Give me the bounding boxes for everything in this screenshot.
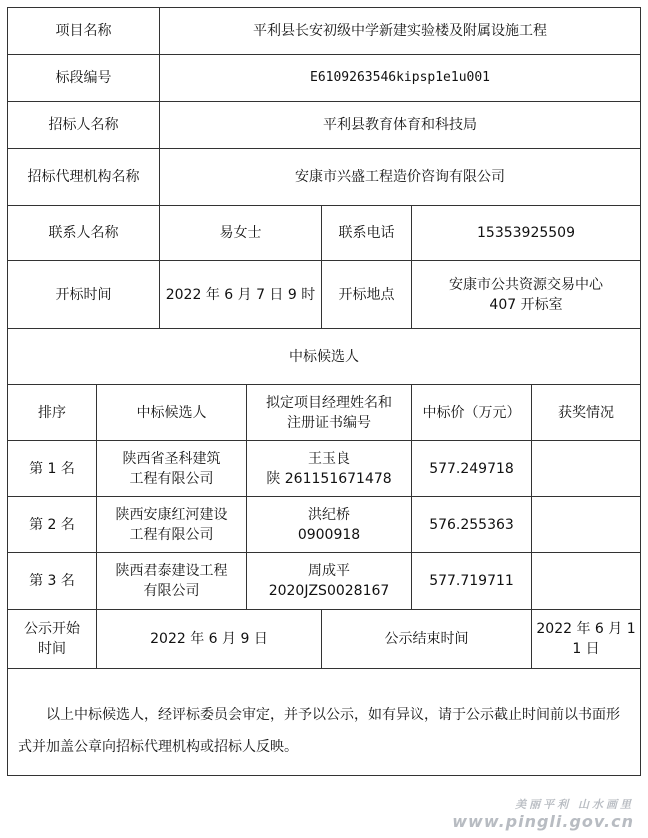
notice-table — [7, 7, 641, 776]
candidate-price: 576.255363 — [412, 497, 532, 553]
company-line2: 工程有限公司 — [129, 526, 214, 543]
row-section-no — [8, 55, 641, 102]
candidate-row — [8, 497, 641, 553]
section-no-value: E6109263546kipsp1e1u001 — [160, 55, 641, 102]
open-place-value — [412, 261, 641, 329]
contact-label: 联系人名称 — [8, 206, 160, 261]
website-watermark — [424, 796, 634, 830]
header-award: 获奖情况 — [532, 385, 641, 441]
candidate-company — [97, 553, 247, 610]
phone-value: 15353925509 — [412, 206, 641, 261]
publicity-start-label-line2: 时间 — [38, 641, 66, 657]
candidate-project-manager — [247, 441, 412, 497]
row-tenderer — [8, 102, 641, 149]
contact-value: 易女士 — [160, 206, 322, 261]
open-place-line1: 安康市公共资源交易中心 — [449, 276, 604, 293]
row-candidates-header — [8, 385, 641, 441]
candidate-rank: 第 1 名 — [8, 441, 97, 497]
project-name-value: 平利县长安初级中学新建实验楼及附属设施工程 — [160, 8, 641, 55]
notice-cell — [8, 669, 641, 776]
watermark-slogan: 美丽平利 山水画里 — [515, 798, 634, 811]
candidate-project-manager — [247, 553, 412, 610]
company-line1: 陕西安康红河建设 — [115, 506, 228, 523]
publicity-end-value: 2022 年 6 月 11 日 — [532, 610, 641, 669]
phone-label: 联系电话 — [322, 206, 412, 261]
row-publicity — [8, 610, 641, 669]
header-rank: 排序 — [8, 385, 97, 441]
company-line1: 陕西君泰建设工程 — [115, 563, 228, 579]
candidate-row — [8, 553, 641, 610]
company-line2: 有限公司 — [143, 583, 200, 599]
pm-cert: 2020JZS0028167 — [268, 583, 390, 599]
agency-value: 安康市兴盛工程造价咨询有限公司 — [160, 149, 641, 206]
candidate-award — [532, 553, 641, 610]
candidate-row — [8, 441, 641, 497]
pm-name: 洪纪桥 — [308, 506, 350, 523]
candidate-rank: 第 2 名 — [8, 497, 97, 553]
candidate-project-manager — [247, 497, 412, 553]
candidate-company — [97, 441, 247, 497]
company-line1: 陕西省圣科建筑 — [122, 450, 221, 467]
pm-cert: 陕 261151671478 — [266, 470, 392, 487]
open-time-value: 2022 年 6 月 7 日 9 时 — [160, 261, 322, 329]
candidates-title: 中标候选人 — [8, 329, 641, 385]
row-project-name — [8, 8, 641, 55]
publicity-start-label — [8, 610, 97, 669]
open-place-label: 开标地点 — [322, 261, 412, 329]
publicity-start-value: 2022 年 6 月 9 日 — [97, 610, 322, 669]
row-candidates-title — [8, 329, 641, 385]
candidate-award — [532, 497, 641, 553]
header-project-manager — [247, 385, 412, 441]
header-candidate: 中标候选人 — [97, 385, 247, 441]
project-name-label: 项目名称 — [8, 8, 160, 55]
open-place-line2: 407 开标室 — [489, 296, 563, 313]
section-no-label: 标段编号 — [8, 55, 160, 102]
watermark-url: www.pingli.gov.cn — [452, 812, 634, 831]
pm-cert: 0900918 — [297, 526, 361, 543]
open-time-label: 开标时间 — [8, 261, 160, 329]
row-agency — [8, 149, 641, 206]
publicity-start-label-line1: 公示开始 — [24, 621, 80, 637]
notice-text: 以上中标候选人，经评标委员会审定，并予以公示，如有异议，请于公示截止时间前以书面形式并加盖公章向招标代理机构或招标人反映。 — [18, 707, 620, 755]
pm-name: 周成平 — [308, 563, 350, 579]
bid-candidate-notice — [7, 7, 640, 776]
candidate-company — [97, 497, 247, 553]
candidate-price: 577.249718 — [412, 441, 532, 497]
agency-label: 招标代理机构名称 — [8, 149, 160, 206]
publicity-end-label: 公示结束时间 — [322, 610, 532, 669]
header-price: 中标价（万元） — [412, 385, 532, 441]
row-contact — [8, 206, 641, 261]
header-pm-line1: 拟定项目经理姓名和 — [266, 394, 392, 411]
candidate-award — [532, 441, 641, 497]
tenderer-label: 招标人名称 — [8, 102, 160, 149]
candidate-rank: 第 3 名 — [8, 553, 97, 610]
company-line2: 工程有限公司 — [129, 470, 214, 487]
candidate-price: 577.719711 — [412, 553, 532, 610]
row-opening — [8, 261, 641, 329]
pm-name: 王玉良 — [308, 450, 350, 467]
header-pm-line2: 注册证书编号 — [287, 414, 371, 431]
tenderer-value: 平利县教育体育和科技局 — [160, 102, 641, 149]
row-notice — [8, 669, 641, 776]
